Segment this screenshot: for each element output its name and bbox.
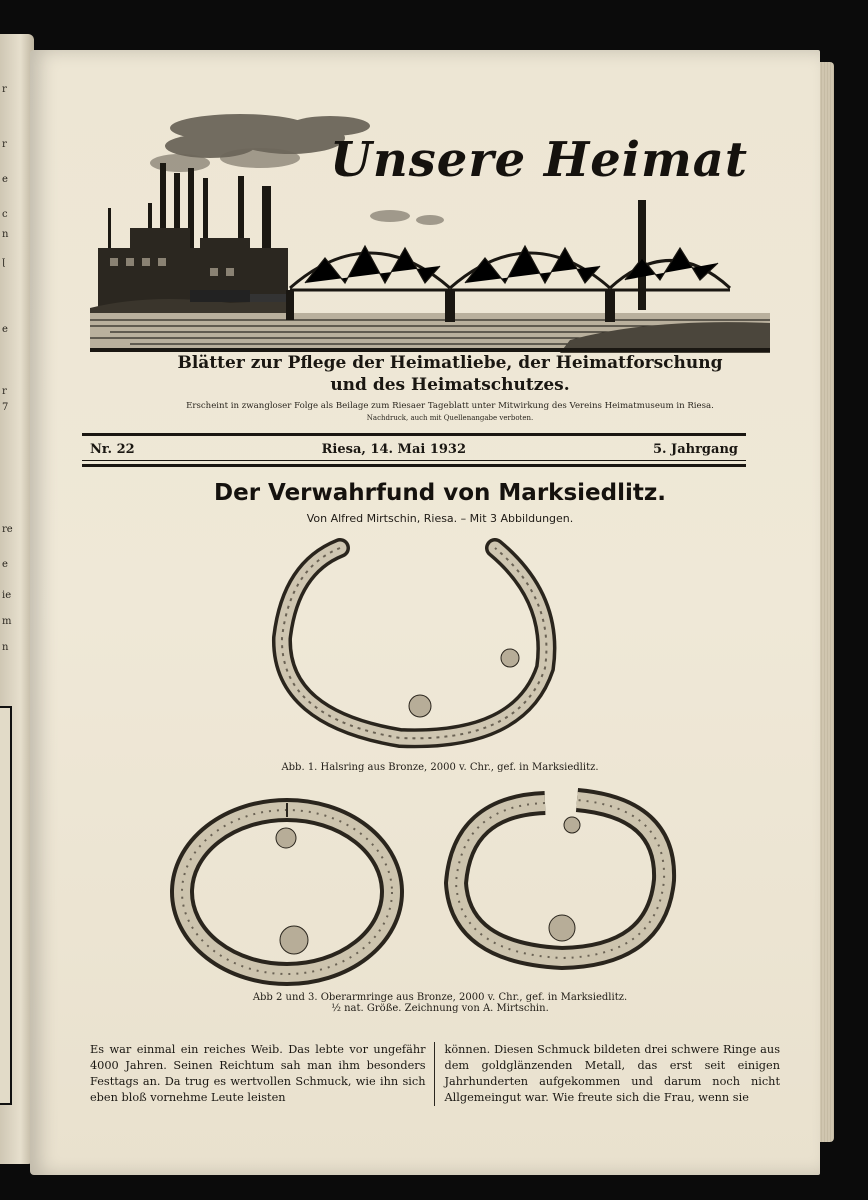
arm-ring-right-illustration <box>442 788 677 973</box>
figure-2-3-caption <box>90 992 790 1014</box>
divider-rule <box>82 464 746 467</box>
fragment-text: n <box>2 229 9 240</box>
reprint-note: Nachdruck, auch mit Quellenangabe verboten. <box>366 414 534 422</box>
fragment-text: 7 <box>2 402 9 413</box>
fragment-text: r <box>2 139 7 150</box>
issue-info-bar <box>90 440 738 458</box>
article-column-1: Es war einmal ein reiches Weib. Das lebte vor ungefähr 4000 Jahren. Seinen Reichtum sah man ihm besonders Festtags an. Da trug es wertvollen Schmuck, wie ihn sich eben bloß vornehme Leute leisten <box>90 1042 435 1106</box>
article-byline: Von Alfred Mirtschin, Riesa. – Mit 3 Abbildungen. <box>306 512 574 525</box>
fragment-text: r <box>2 386 7 397</box>
arm-ring-left-illustration <box>170 795 405 990</box>
masthead-subtitle <box>90 352 810 396</box>
figure-2-3-caption-line-2: ½ nat. Größe. Zeichnung von A. Mirtschin. <box>331 1003 549 1014</box>
figure-1-caption: Abb. 1. Halsring aus Bronze, 2000 v. Chr., gef. in Marksiedlitz. <box>281 762 599 773</box>
article-headline: Der Verwahrfund von Marksiedlitz. <box>214 480 666 506</box>
article-column-2: können. Diesen Schmuck bildeten drei schwere Ringe aus dem goldglänzenden Metall, das erst seit einigen Jahrhunderten aufgekommen und darum noch nicht Allgemeingut war. Wie freute sich die Frau, wenn sie <box>444 1043 780 1104</box>
subtitle-line-1: Blätter zur Pflege der Heimatliebe, der Heimatforschung <box>177 353 723 373</box>
issue-number: Nr. 22 <box>90 441 135 457</box>
article-body <box>90 1042 780 1106</box>
masthead-title: Unsere Heimat <box>330 132 749 188</box>
fragment-text: e <box>2 174 8 185</box>
issue-volume: 5. Jahrgang <box>652 441 738 457</box>
adjacent-page <box>0 34 34 1164</box>
fragment-text: e <box>2 559 8 570</box>
fragment-text: n <box>2 642 9 653</box>
figure-2-3-caption-line-1: Abb 2 und 3. Oberarmringe aus Bronze, 2000 v. Chr., gef. in Marksiedlitz. <box>252 992 628 1003</box>
fragment-text: m <box>2 616 12 627</box>
publication-notice: Erscheint in zwangloser Folge als Beilage zum Riesaer Tageblatt unter Mitwirkung des Vereins Heimatmuseum in Riesa. <box>186 401 714 411</box>
divider-rule <box>82 433 746 436</box>
subtitle-line-2: und des Heimatschutzes. <box>330 375 570 395</box>
adjacent-page-box <box>0 706 12 1105</box>
fragment-text: ꞁ <box>2 256 6 267</box>
divider-rule <box>82 460 746 461</box>
neck-ring-illustration <box>270 538 570 758</box>
fragment-text: e <box>2 324 8 335</box>
newspaper-page <box>30 50 820 1175</box>
fragment-text: ie <box>2 590 12 601</box>
issue-place-date: Riesa, 14. Mai 1932 <box>321 441 467 457</box>
fragment-text: re <box>2 524 13 535</box>
fragment-text: c <box>2 209 8 220</box>
fragment-text: r <box>2 84 7 95</box>
